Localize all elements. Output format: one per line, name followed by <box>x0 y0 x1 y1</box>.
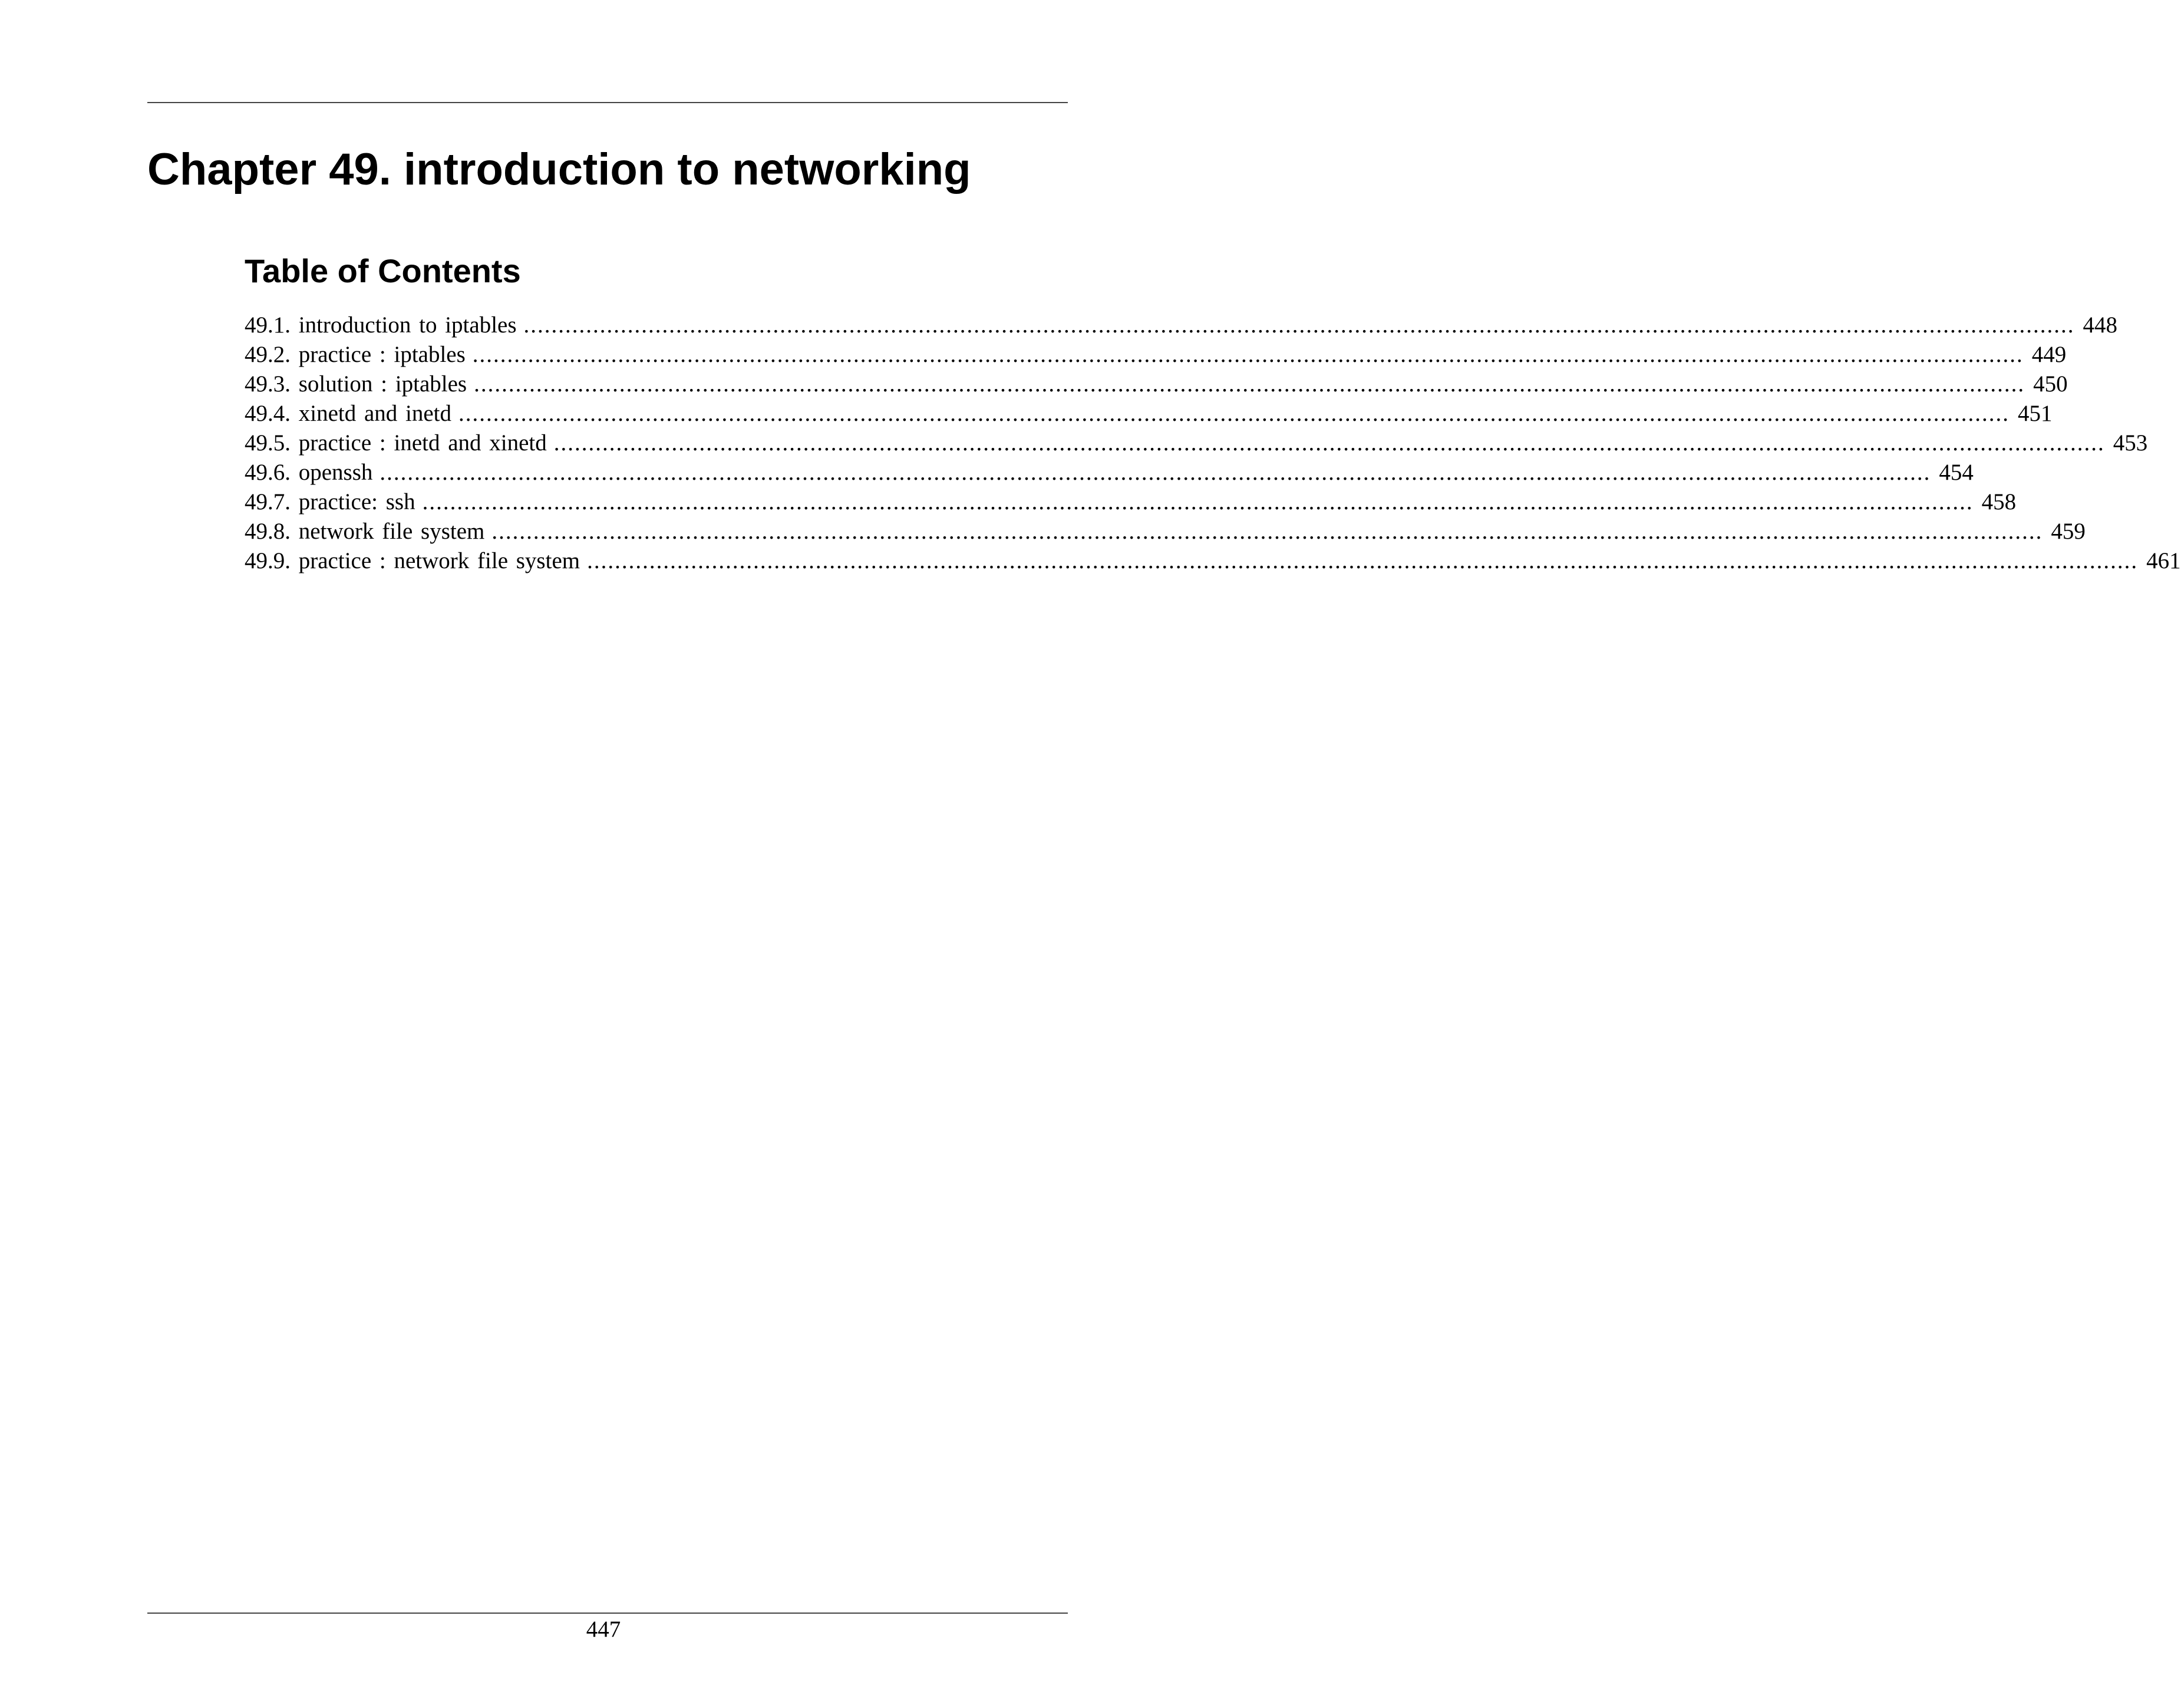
toc-entry-title: practice: ssh <box>298 489 415 515</box>
toc-leader-dots: ................................................................................................................................................................................................................................ <box>491 519 2043 544</box>
toc-entry-number: 49.4. <box>245 401 291 426</box>
page-number: 447 <box>586 1617 621 1642</box>
toc-entry-label <box>245 370 474 399</box>
toc-entry-number: 49.5. <box>245 430 291 456</box>
toc-entry-page: 448 <box>2083 312 2118 338</box>
toc-entry-title: practice : inetd and xinetd <box>298 430 547 456</box>
toc-entry-title: network file system <box>298 519 485 544</box>
toc-leader-dots: ................................................................................................................................................................................................................................ <box>380 460 1931 485</box>
toc-entry-title: practice : network file system <box>298 548 580 573</box>
toc-entry-label <box>245 399 458 428</box>
toc-entry-page: 459 <box>2051 519 2086 544</box>
toc-entry-number: 49.2. <box>245 342 291 367</box>
toc-entry-title: xinetd and inetd <box>298 401 452 426</box>
toc-leader-dots: ................................................................................................................................................................................................................................ <box>474 371 2025 397</box>
footer-rule <box>147 1613 1068 1614</box>
toc-entry-49-2[interactable] <box>245 340 2067 370</box>
toc-entry-page: 451 <box>2018 401 2053 426</box>
toc-entry-49-9[interactable] <box>245 546 2181 576</box>
header-rule <box>147 102 1068 103</box>
toc-leader-dots: ................................................................................................................................................................................................................................ <box>458 401 2010 426</box>
toc-leader-dots: ................................................................................................................................................................................................................................ <box>422 489 1974 515</box>
toc-entry-49-8[interactable] <box>245 517 2086 546</box>
toc-entry-page: 454 <box>1939 460 1974 485</box>
toc-entry-page: 449 <box>2031 342 2067 367</box>
toc-entry-49-7[interactable] <box>245 487 2017 517</box>
toc-entry-number: 49.3. <box>245 371 291 397</box>
toc-entry-title: solution : iptables <box>298 371 467 397</box>
toc-entry-label <box>245 487 423 517</box>
toc-entry-label <box>245 546 587 576</box>
toc-entry-page: 450 <box>2033 371 2068 397</box>
toc-leader-dots: ................................................................................................................................................................................................................................ <box>523 312 2075 338</box>
toc-entry-label <box>245 458 380 487</box>
toc-leader-dots: ................................................................................................................................................................................................................................ <box>472 342 2024 367</box>
toc-leader-dots: ................................................................................................................................................................................................................................ <box>553 430 2105 456</box>
toc-entry-49-4[interactable] <box>245 399 2053 428</box>
toc-entry-49-3[interactable] <box>245 370 2068 399</box>
toc-entry-number: 49.9. <box>245 548 291 573</box>
toc-entry-title: openssh <box>298 460 373 485</box>
toc-entry-49-5[interactable] <box>245 428 2148 458</box>
toc-entry-49-6[interactable] <box>245 458 1974 487</box>
toc-entry-title: practice : iptables <box>298 342 466 367</box>
toc-entry-number: 49.7. <box>245 489 291 515</box>
toc-entry-page: 453 <box>2113 430 2148 456</box>
toc-heading: Table of Contents <box>245 252 521 289</box>
toc-entry-label <box>245 517 491 546</box>
toc-entry-label <box>245 311 524 340</box>
toc-entry-number: 49.8. <box>245 519 291 544</box>
toc-leader-dots: ................................................................................................................................................................................................................................ <box>587 548 2139 573</box>
toc-entry-title: introduction to iptables <box>298 312 517 338</box>
toc-entry-page: 461 <box>2146 548 2181 573</box>
toc-entry-page: 458 <box>1981 489 2017 515</box>
toc-entry-label <box>245 428 554 458</box>
chapter-title: Chapter 49. introduction to networking <box>147 144 971 194</box>
toc-entry-49-1[interactable] <box>245 311 2118 340</box>
toc-entry-number: 49.1. <box>245 312 291 338</box>
toc-entry-number: 49.6. <box>245 460 291 485</box>
toc-list <box>245 311 2181 576</box>
toc-entry-label <box>245 340 473 370</box>
